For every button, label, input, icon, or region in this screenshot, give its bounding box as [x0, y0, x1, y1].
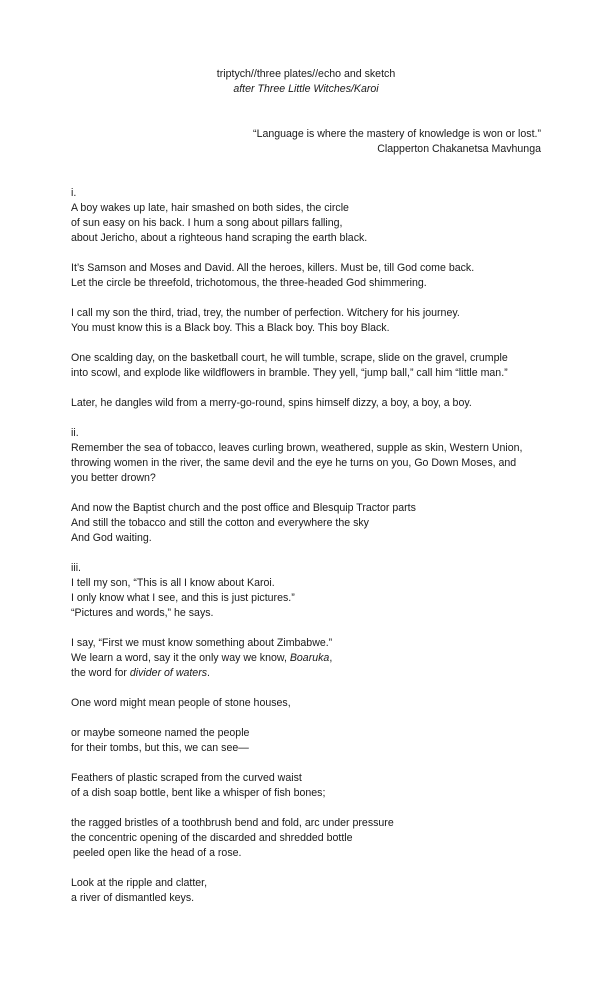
poem-line: A boy wakes up late, hair smashed on both sides, the circle: [71, 202, 349, 214]
poem-body: [71, 186, 551, 906]
poem-line: And now the Baptist church and the post office and Blesquip Tractor parts: [71, 502, 416, 514]
stanza-break: [71, 681, 551, 696]
poem-line: or maybe someone named the people: [71, 727, 250, 739]
poem-italic-phrase: divider of waters: [129, 667, 208, 679]
poem-line: throwing women in the river, the same devil and the eye he turns on you, Go Down Moses, and: [71, 457, 517, 469]
poem-line: I say, “First we must know something about Zimbabwe.”: [71, 637, 333, 649]
stanza-break: [71, 246, 551, 261]
poem-title: triptych//three plates//echo and sketch: [216, 68, 396, 80]
epigraph-quote: “Language is where the mastery of knowledge is won or lost.”: [253, 128, 541, 140]
poem-line: It’s Samson and Moses and David. All the heroes, killers. Must be, till God come back.: [71, 262, 475, 274]
stanza-break: [71, 291, 551, 306]
poem-line: Later, he dangles wild from a merry-go-round, spins himself dizzy, a boy, a boy, a boy.: [71, 397, 472, 409]
stanza-break: [71, 336, 551, 351]
section-numeral-ii: ii.: [71, 427, 79, 439]
section-numeral-iii: iii.: [71, 562, 82, 574]
poem-line: I only know what I see, and this is just pictures.”: [71, 592, 295, 604]
poem-line: [71, 666, 551, 681]
poem-line: Look at the ripple and clatter,: [71, 877, 208, 889]
poem-line: And still the tobacco and still the cotton and everywhere the sky: [71, 517, 369, 529]
poem-line: And God waiting.: [71, 532, 152, 544]
stanza-break: [71, 801, 551, 816]
poem-line: of sun easy on his back. I hum a song about pillars falling,: [71, 217, 343, 229]
poem-line: into scowl, and explode like wildflowers in bramble. They yell, “jump ball,” call him “little man.”: [71, 367, 508, 379]
stanza-break: [71, 486, 551, 501]
stanza-break: [71, 861, 551, 876]
epigraph: [253, 127, 541, 157]
stanza-break: [71, 621, 551, 636]
poem-line: of a dish soap bottle, bent like a whisper of fish bones;: [71, 787, 326, 799]
poem-line: Feathers of plastic scraped from the curved waist: [71, 772, 302, 784]
stanza-break: [71, 411, 551, 426]
poem-line: you better drown?: [71, 472, 156, 484]
poem-line: You must know this is a Black boy. This a Black boy. This boy Black.: [71, 322, 390, 334]
poem-line: the concentric opening of the discarded and shredded bottle: [71, 832, 353, 844]
poem-line: “Pictures and words,” he says.: [71, 607, 214, 619]
poem-line: peeled open like the head of a rose.: [73, 847, 242, 859]
section-numeral-i: i.: [71, 187, 77, 199]
stanza-break: [71, 756, 551, 771]
stanza-break: [71, 711, 551, 726]
poem-text: We learn a word, say it the only way we know,: [71, 652, 290, 664]
poem-text: .: [207, 667, 210, 679]
poem-line: Let the circle be threefold, trichotomous, the three-headed God shimmering.: [71, 277, 427, 289]
title-block: [0, 67, 612, 97]
epigraph-attribution: Clapperton Chakanetsa Mavhunga: [377, 143, 541, 155]
poem-line: Remember the sea of tobacco, leaves curling brown, weathered, supple as skin, Western Union,: [71, 442, 523, 454]
poem-text: the word for: [71, 667, 130, 679]
poem-line: the ragged bristles of a toothbrush bend and fold, arc under pressure: [71, 817, 394, 829]
stanza-break: [71, 546, 551, 561]
poem-line: a river of dismantled keys.: [71, 892, 195, 904]
poem-text: ,: [329, 652, 333, 664]
poem-subtitle: after Three Little Witches/Karoi: [233, 83, 379, 95]
poem-line: I tell my son, “This is all I know about Karoi.: [71, 577, 275, 589]
poem-line: about Jericho, about a righteous hand scraping the earth black.: [71, 232, 368, 244]
poem-line: I call my son the third, triad, trey, the number of perfection. Witchery for his journey.: [71, 307, 460, 319]
poem-line: One scalding day, on the basketball court, he will tumble, scrape, slide on the gravel, crumple: [71, 352, 508, 364]
poem-italic-word: Boaruka: [289, 652, 330, 664]
poem-line: One word might mean people of stone houses,: [71, 697, 291, 709]
poem-line: for their tombs, but this, we can see—: [71, 742, 249, 754]
stanza-break: [71, 381, 551, 396]
poem-line: [71, 651, 551, 666]
